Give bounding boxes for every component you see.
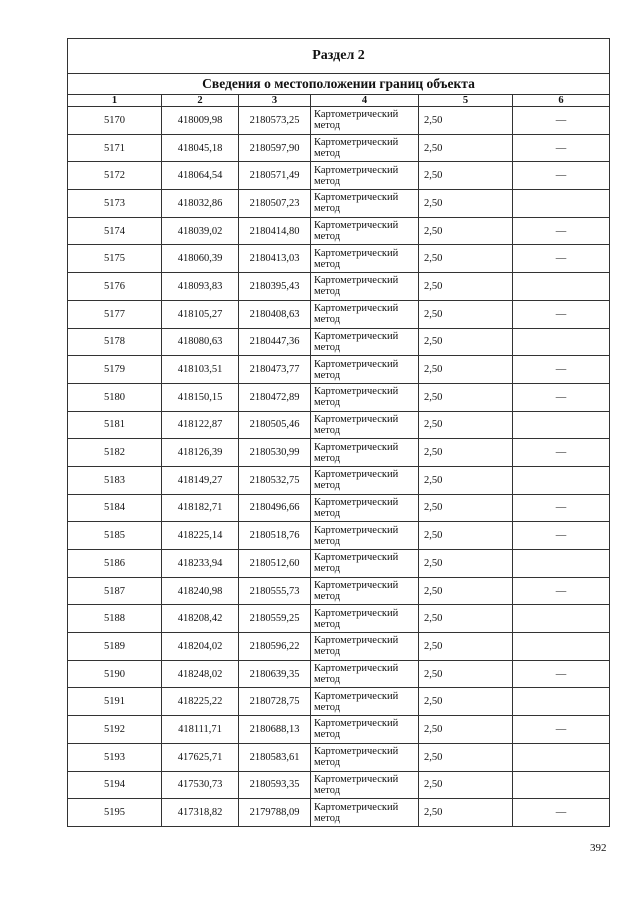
point-number-cell: 5194 (68, 771, 162, 799)
method-cell: Картометрический метод (311, 660, 419, 688)
note-cell: — (513, 107, 610, 135)
column-number: 3 (239, 95, 311, 107)
method-cell: Картометрический метод (311, 716, 419, 744)
y-coordinate-cell: 2180559,25 (239, 605, 311, 633)
boundary-table (67, 38, 610, 827)
point-number-cell: 5195 (68, 799, 162, 827)
method-cell: Картометрический метод (311, 356, 419, 384)
accuracy-cell: 2,50 (419, 328, 513, 356)
x-coordinate-cell: 418126,39 (162, 439, 239, 467)
column-number: 2 (162, 95, 239, 107)
y-coordinate-cell: 2180597,90 (239, 134, 311, 162)
document-sheet (67, 38, 609, 827)
table-row (68, 799, 610, 827)
x-coordinate-cell: 418225,14 (162, 522, 239, 550)
x-coordinate-cell: 418208,42 (162, 605, 239, 633)
point-number-cell: 5180 (68, 383, 162, 411)
method-cell: Картометрический метод (311, 522, 419, 550)
x-coordinate-cell: 417318,82 (162, 799, 239, 827)
accuracy-cell: 2,50 (419, 494, 513, 522)
x-coordinate-cell: 418233,94 (162, 550, 239, 578)
point-number-cell: 5176 (68, 273, 162, 301)
note-cell: — (513, 300, 610, 328)
note-cell (513, 328, 610, 356)
x-coordinate-cell: 418093,83 (162, 273, 239, 301)
y-coordinate-cell: 2180571,49 (239, 162, 311, 190)
table-row (68, 577, 610, 605)
table-row (68, 494, 610, 522)
accuracy-cell: 2,50 (419, 300, 513, 328)
y-coordinate-cell: 2180532,75 (239, 466, 311, 494)
table-row (68, 383, 610, 411)
method-cell: Картометрический метод (311, 743, 419, 771)
x-coordinate-cell: 417625,71 (162, 743, 239, 771)
x-coordinate-cell: 418103,51 (162, 356, 239, 384)
note-cell: — (513, 162, 610, 190)
y-coordinate-cell: 2180593,35 (239, 771, 311, 799)
note-cell (513, 688, 610, 716)
note-cell: — (513, 134, 610, 162)
method-cell: Картометрический метод (311, 439, 419, 467)
y-coordinate-cell: 2180408,63 (239, 300, 311, 328)
method-cell: Картометрический метод (311, 134, 419, 162)
point-number-cell: 5171 (68, 134, 162, 162)
table-row (68, 439, 610, 467)
note-cell (513, 605, 610, 633)
point-number-cell: 5192 (68, 716, 162, 744)
note-cell: — (513, 577, 610, 605)
point-number-cell: 5190 (68, 660, 162, 688)
point-number-cell: 5179 (68, 356, 162, 384)
note-cell: — (513, 799, 610, 827)
x-coordinate-cell: 418039,02 (162, 217, 239, 245)
method-cell: Картометрический метод (311, 190, 419, 218)
table-row (68, 688, 610, 716)
note-cell (513, 466, 610, 494)
x-coordinate-cell: 418122,87 (162, 411, 239, 439)
y-coordinate-cell: 2180472,89 (239, 383, 311, 411)
accuracy-cell: 2,50 (419, 356, 513, 384)
table-row (68, 190, 610, 218)
method-cell: Картометрический метод (311, 217, 419, 245)
note-cell: — (513, 217, 610, 245)
method-cell: Картометрический метод (311, 273, 419, 301)
x-coordinate-cell: 418009,98 (162, 107, 239, 135)
table-row (68, 411, 610, 439)
point-number-cell: 5175 (68, 245, 162, 273)
y-coordinate-cell: 2180505,46 (239, 411, 311, 439)
y-coordinate-cell: 2180728,75 (239, 688, 311, 716)
note-cell: — (513, 660, 610, 688)
y-coordinate-cell: 2180688,13 (239, 716, 311, 744)
x-coordinate-cell: 418111,71 (162, 716, 239, 744)
accuracy-cell: 2,50 (419, 688, 513, 716)
accuracy-cell: 2,50 (419, 217, 513, 245)
accuracy-cell: 2,50 (419, 771, 513, 799)
accuracy-cell: 2,50 (419, 383, 513, 411)
x-coordinate-cell: 418182,71 (162, 494, 239, 522)
note-cell (513, 771, 610, 799)
note-cell (513, 190, 610, 218)
note-cell: — (513, 522, 610, 550)
column-number: 1 (68, 95, 162, 107)
y-coordinate-cell: 2180555,73 (239, 577, 311, 605)
x-coordinate-cell: 418248,02 (162, 660, 239, 688)
point-number-cell: 5189 (68, 633, 162, 661)
x-coordinate-cell: 418240,98 (162, 577, 239, 605)
y-coordinate-cell: 2180473,77 (239, 356, 311, 384)
note-cell (513, 273, 610, 301)
accuracy-cell: 2,50 (419, 550, 513, 578)
y-coordinate-cell: 2179788,09 (239, 799, 311, 827)
accuracy-cell: 2,50 (419, 466, 513, 494)
point-number-cell: 5186 (68, 550, 162, 578)
y-coordinate-cell: 2180639,35 (239, 660, 311, 688)
y-coordinate-cell: 2180596,22 (239, 633, 311, 661)
method-cell: Картометрический метод (311, 633, 419, 661)
column-number: 4 (311, 95, 419, 107)
accuracy-cell: 2,50 (419, 190, 513, 218)
point-number-cell: 5173 (68, 190, 162, 218)
table-row (68, 328, 610, 356)
y-coordinate-cell: 2180414,80 (239, 217, 311, 245)
method-cell: Картометрический метод (311, 383, 419, 411)
method-cell: Картометрический метод (311, 107, 419, 135)
table-row (68, 771, 610, 799)
accuracy-cell: 2,50 (419, 245, 513, 273)
table-row (68, 107, 610, 135)
accuracy-cell: 2,50 (419, 743, 513, 771)
accuracy-cell: 2,50 (419, 799, 513, 827)
accuracy-cell: 2,50 (419, 162, 513, 190)
method-cell: Картометрический метод (311, 466, 419, 494)
table-row (68, 245, 610, 273)
x-coordinate-cell: 418045,18 (162, 134, 239, 162)
x-coordinate-cell: 418060,39 (162, 245, 239, 273)
accuracy-cell: 2,50 (419, 660, 513, 688)
note-cell: — (513, 494, 610, 522)
x-coordinate-cell: 418149,27 (162, 466, 239, 494)
y-coordinate-cell: 2180518,76 (239, 522, 311, 550)
point-number-cell: 5191 (68, 688, 162, 716)
x-coordinate-cell: 418064,54 (162, 162, 239, 190)
method-cell: Картометрический метод (311, 494, 419, 522)
note-cell (513, 743, 610, 771)
accuracy-cell: 2,50 (419, 522, 513, 550)
point-number-cell: 5193 (68, 743, 162, 771)
table-row (68, 356, 610, 384)
y-coordinate-cell: 2180447,36 (239, 328, 311, 356)
note-cell (513, 411, 610, 439)
section-subtitle: Сведения о местоположении границ объекта (68, 74, 610, 95)
x-coordinate-cell: 418150,15 (162, 383, 239, 411)
method-cell: Картометрический метод (311, 688, 419, 716)
x-coordinate-cell: 417530,73 (162, 771, 239, 799)
point-number-cell: 5185 (68, 522, 162, 550)
table-row (68, 550, 610, 578)
table-row (68, 217, 610, 245)
table-body (68, 107, 610, 827)
accuracy-cell: 2,50 (419, 633, 513, 661)
point-number-cell: 5177 (68, 300, 162, 328)
method-cell: Картометрический метод (311, 577, 419, 605)
note-cell (513, 633, 610, 661)
table-row (68, 743, 610, 771)
note-cell: — (513, 716, 610, 744)
y-coordinate-cell: 2180573,25 (239, 107, 311, 135)
table-row (68, 466, 610, 494)
accuracy-cell: 2,50 (419, 273, 513, 301)
point-number-cell: 5184 (68, 494, 162, 522)
x-coordinate-cell: 418105,27 (162, 300, 239, 328)
table-row (68, 134, 610, 162)
note-cell: — (513, 356, 610, 384)
point-number-cell: 5174 (68, 217, 162, 245)
y-coordinate-cell: 2180530,99 (239, 439, 311, 467)
x-coordinate-cell: 418204,02 (162, 633, 239, 661)
column-number-row (68, 95, 610, 107)
section-title: Раздел 2 (68, 39, 610, 74)
table-row (68, 273, 610, 301)
accuracy-cell: 2,50 (419, 439, 513, 467)
note-cell: — (513, 439, 610, 467)
table-row (68, 660, 610, 688)
y-coordinate-cell: 2180395,43 (239, 273, 311, 301)
column-number: 5 (419, 95, 513, 107)
accuracy-cell: 2,50 (419, 411, 513, 439)
table-row (68, 162, 610, 190)
table-row (68, 716, 610, 744)
table-row (68, 522, 610, 550)
point-number-cell: 5187 (68, 577, 162, 605)
point-number-cell: 5188 (68, 605, 162, 633)
table-row (68, 300, 610, 328)
page-number: 392 (590, 842, 607, 854)
x-coordinate-cell: 418225,22 (162, 688, 239, 716)
x-coordinate-cell: 418080,63 (162, 328, 239, 356)
method-cell: Картометрический метод (311, 328, 419, 356)
point-number-cell: 5178 (68, 328, 162, 356)
method-cell: Картометрический метод (311, 605, 419, 633)
table-row (68, 633, 610, 661)
method-cell: Картометрический метод (311, 771, 419, 799)
y-coordinate-cell: 2180507,23 (239, 190, 311, 218)
column-number: 6 (513, 95, 610, 107)
method-cell: Картометрический метод (311, 245, 419, 273)
accuracy-cell: 2,50 (419, 605, 513, 633)
accuracy-cell: 2,50 (419, 107, 513, 135)
point-number-cell: 5183 (68, 466, 162, 494)
method-cell: Картометрический метод (311, 550, 419, 578)
accuracy-cell: 2,50 (419, 577, 513, 605)
note-cell: — (513, 383, 610, 411)
y-coordinate-cell: 2180413,03 (239, 245, 311, 273)
point-number-cell: 5181 (68, 411, 162, 439)
point-number-cell: 5172 (68, 162, 162, 190)
method-cell: Картометрический метод (311, 300, 419, 328)
note-cell (513, 550, 610, 578)
note-cell: — (513, 245, 610, 273)
method-cell: Картометрический метод (311, 162, 419, 190)
point-number-cell: 5182 (68, 439, 162, 467)
method-cell: Картометрический метод (311, 799, 419, 827)
y-coordinate-cell: 2180583,61 (239, 743, 311, 771)
table-row (68, 605, 610, 633)
y-coordinate-cell: 2180512,60 (239, 550, 311, 578)
method-cell: Картометрический метод (311, 411, 419, 439)
x-coordinate-cell: 418032,86 (162, 190, 239, 218)
accuracy-cell: 2,50 (419, 716, 513, 744)
accuracy-cell: 2,50 (419, 134, 513, 162)
point-number-cell: 5170 (68, 107, 162, 135)
y-coordinate-cell: 2180496,66 (239, 494, 311, 522)
